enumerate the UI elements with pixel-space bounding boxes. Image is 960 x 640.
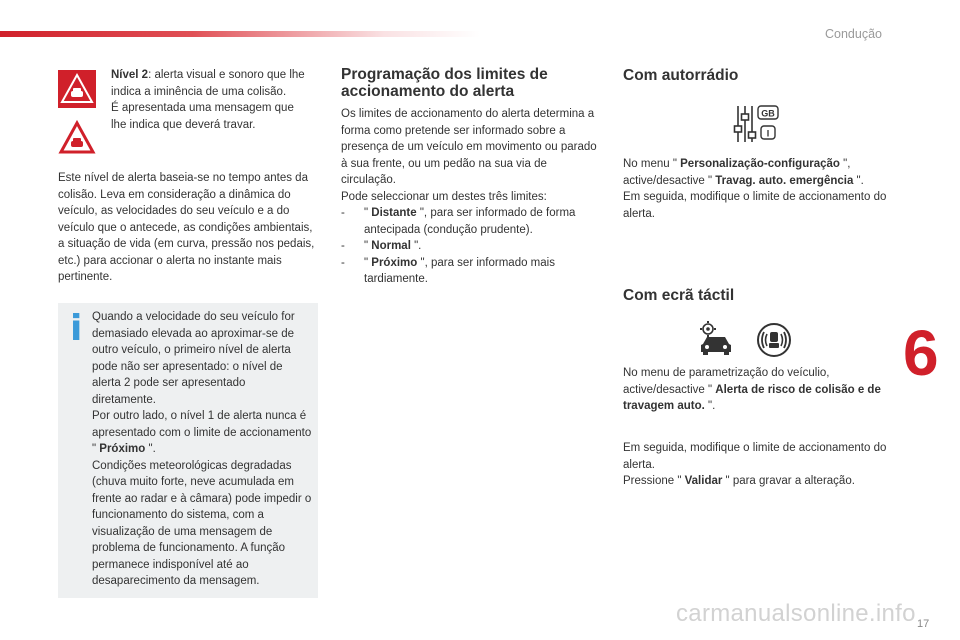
info-text bbox=[92, 309, 312, 590]
level2-label: Nível 2 bbox=[111, 69, 149, 81]
info-icon: i bbox=[70, 308, 83, 349]
collision-alert-icon bbox=[756, 322, 792, 358]
autoradio-body bbox=[623, 156, 893, 222]
watermark: carmanualsonline.info bbox=[676, 600, 916, 627]
info-text2-bold: Próximo bbox=[99, 443, 146, 455]
info-text1: Quando a velocidade do seu veículo for demasiado elevada ao aproximar-se de outro veículo, o primeiro nível de alerta pode não ser apresentado: o nível de alerta 2 pode ser apresentado diretamente. bbox=[92, 311, 295, 406]
touchscreen-body-2 bbox=[623, 440, 895, 490]
page-number: 17 bbox=[917, 618, 930, 630]
collision-warning-filled-icon bbox=[58, 70, 96, 108]
autoradio-p2: Em seguida, modifique o limite de accionamento do alerta. bbox=[623, 191, 887, 220]
info-box bbox=[58, 303, 318, 598]
touch-p1: No menu de parametrização do veículio, active/desactive " Alerta de risco de colisão e de travagem auto. ". bbox=[623, 367, 881, 412]
chapter-title: Condução bbox=[825, 27, 882, 41]
touchscreen-body bbox=[623, 365, 895, 415]
chapter-number: 6 bbox=[903, 317, 939, 389]
touch-p3: Pressione " Validar " para gravar a alteração. bbox=[623, 475, 855, 487]
list-item: - " Próximo ", para ser informado mais tardiamente. bbox=[341, 256, 555, 285]
vehicle-settings-icon bbox=[697, 320, 735, 356]
level2-text: : alerta visual e sonoro que lhe indica a iminência de uma colisão. bbox=[111, 69, 305, 98]
programming-choose: Pode seleccionar um destes três limites: bbox=[341, 190, 547, 203]
threshold-options-list bbox=[341, 205, 603, 288]
section-title-touchscreen: Com ecrã táctil bbox=[623, 287, 735, 304]
list-item: - " Normal ". bbox=[341, 240, 422, 252]
header-accent-bar bbox=[0, 31, 480, 37]
alert-level-paragraph bbox=[58, 170, 320, 286]
info-text3: Condições meteorológicas degradadas (chuva muito forte, neve acumulada em frente ao radar e à câmara) pode impedir o funcionamento do sistema, com a visualização de uma mensagem de problema de funcionamento. A função permanece indisponível até ao desaparecimento da mensagem. bbox=[92, 459, 312, 587]
i-label: I bbox=[766, 128, 770, 139]
alert-paragraph-text: Este nível de alerta baseia-se no tempo antes da colisão. Leva em consideração a dinâmica do veículo, as velocidades do seu veículo e a do veículo que o antecede, as condições ambientais, a situação de vida (em curva, pressão nos pedais, etc.) para accionar o alerta no instante mais pertinente. bbox=[58, 172, 315, 283]
programming-intro: Os limites de accionamento do alerta determina a forma como pretende ser informado sobre a presença de um veículo em movimento ou parado à sua frente, ou um pedão na sua via de circulação. bbox=[341, 108, 597, 186]
collision-warning-outline-icon bbox=[58, 119, 96, 157]
section-title-autoradio: Com autorrádio bbox=[623, 67, 739, 84]
info-text2-pre: Por outro lado, o nível 1 de alerta nunca é apresentado com o limite de accionamento " bbox=[92, 410, 312, 455]
gb-label: GB bbox=[761, 108, 775, 119]
touch-p2: Em seguida, modifique o limite de accionamento do alerta. bbox=[623, 442, 887, 471]
settings-sliders-icon bbox=[733, 104, 781, 144]
section-title-programming: Programação dos limites de accionamento do alerta bbox=[341, 66, 548, 100]
list-item: - " Distante ", para ser informado de forma antecipada (condução prudente). bbox=[341, 207, 576, 236]
info-text2-post: ". bbox=[145, 443, 156, 455]
level2-text2: É apresentada uma mensagem que lhe indica que deverá travar. bbox=[111, 102, 294, 131]
programming-body bbox=[341, 106, 603, 288]
level2-description bbox=[111, 67, 311, 133]
info-text2 bbox=[92, 408, 312, 458]
autoradio-p1: No menu " Personalização-configuração ", active/desactive " Travag. auto. emergência ". bbox=[623, 158, 864, 187]
